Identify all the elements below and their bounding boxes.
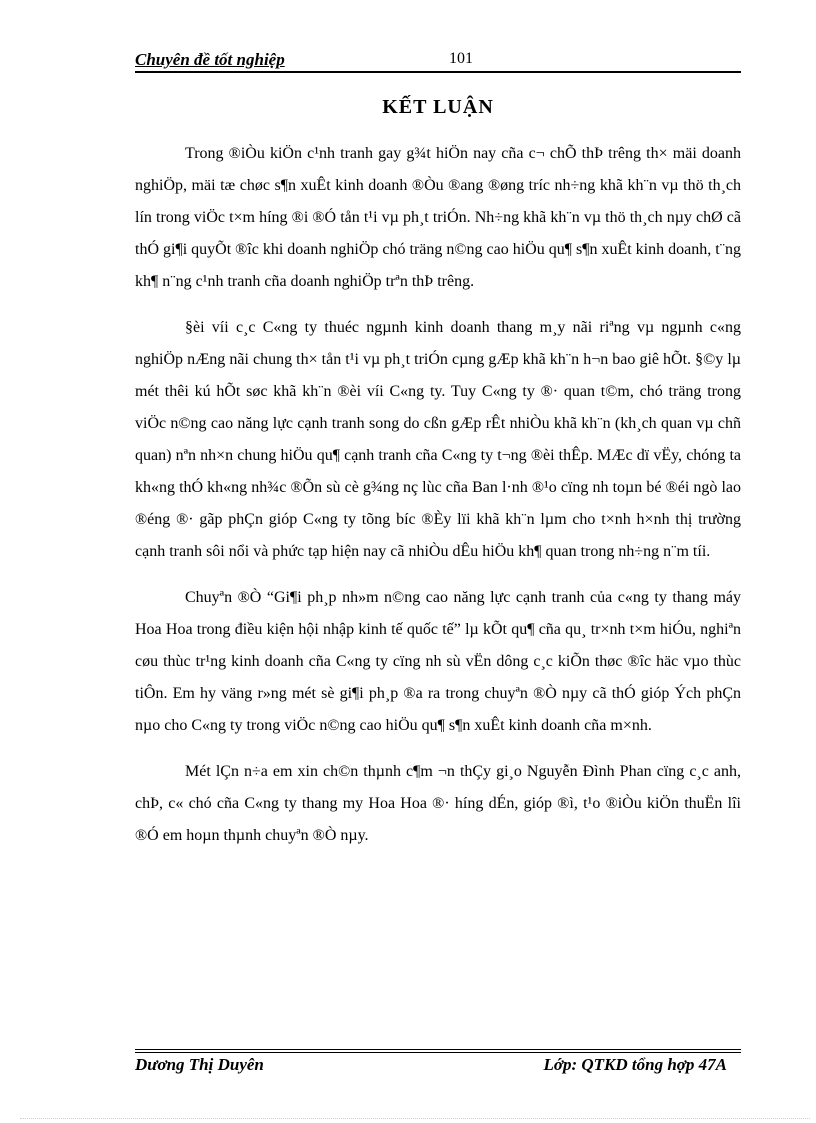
paragraph-2: §èi víi c¸c C«ng ty thuéc ngµnh kinh doanh thang m¸y nãi riªng vµ ngµnh c«ng nghiÖp nÆng nãi chung th× tån t¹i vµ ph¸t triÓn cµng gÆp khã kh¨n h¬n bao giê hÕt. §©y lµ mét thêi kú hÕt søc khã kh¨n ®èi víi C«ng ty. Tuy C«ng ty ®· quan t©m, chó träng trong viÖc n©ng cao năng lực cạnh tranh song do cßn gÆp rÊt nhiÒu khã kh¨n (kh¸ch quan vµ chñ quan) nªn nh×n chung hiÖu qu¶ cạnh tranh cña C«ng ty t¬ng ®èi thÊp. MÆc dï vËy, chóng ta kh«ng thÓ kh«ng nh¾c ®Õn sù cè g¾ng nç lùc cña Ban l·nh ®¹o cïng nh toµn bé ®éi ngò lao ®éng ®· gãp phÇn gióp C«ng ty tõng bíc ®Èy lïi khã kh¨n lµm cho t×nh h×nh thị trường cạnh tranh sôi nổi và phức tạp hiện nay cã nhiÒu dÊu hiÖu kh¶ quan trong nh÷ng n¨m tíi. — [135, 319, 741, 560]
page-footer — [135, 1055, 741, 1079]
page-number: 101 — [449, 50, 473, 67]
footer-author: Dương Thị Duyên — [135, 1055, 264, 1074]
page-edge — [20, 1118, 810, 1119]
footer-rule-double — [135, 1052, 741, 1053]
section-heading: KẾT LUẬN — [382, 96, 494, 118]
footer-class: Lớp: QTKD tổng hợp 47A — [543, 1055, 727, 1074]
paragraph-3: Chuyªn ®Ò “Gi¶i ph¸p nh»m n©ng cao năng lực cạnh tranh của c«ng ty thang máy Hoa Hoa trong điều kiện hội nhập kinh tế quốc tế” lµ kÕt qu¶ cña qu¸ tr×nh t×m hiÓu, nghiªn cøu thùc tr¹ng kinh doanh cña C«ng ty cïng nh sù vËn dông c¸c kiÕn thøc ®îc häc vµo thùc tiÔn. Em hy väng r»ng mét sè gi¶i ph¸p ®a ra trong chuyªn ®Ò nµy cã thÓ gióp Ých phÇn nµo cho C«ng ty trong viÖc n©ng cao hiÖu qu¶ s¶n xuÊt kinh doanh cña m×nh. — [135, 589, 741, 734]
paragraph-4: Mét lÇn n÷a em xin ch©n thµnh c¶m ¬n thÇy gi¸o Nguyễn Đình Phan cïng c¸c anh, chÞ, c« chó cña C«ng ty thang my Hoa Hoa ®· híng dÉn, gióp ®ì, t¹o ®iÒu kiÖn thuËn lîi ®Ó em hoµn thµnh chuyªn ®Ò nµy. — [135, 763, 741, 844]
body-text — [135, 138, 741, 852]
header-title: Chuyên đề tốt nghiệp — [135, 50, 285, 69]
footer-rule — [135, 1049, 741, 1050]
header-rule — [135, 71, 741, 73]
paragraph-1: Trong ®iÒu kiÖn c¹nh tranh gay g¾t hiÖn nay cña c¬ chÕ thÞ trêng th× mäi doanh nghiÖp, mäi tæ chøc s¶n xuÊt kinh doanh ®Òu ®ang ®øng tríc nh÷ng khã kh¨n vµ thö th¸ch lín trong viÖc t×m híng ®i ®Ó tån t¹i vµ ph¸t triÓn. Nh÷ng khã kh¨n vµ thö th¸ch nµy chØ cã thÓ gi¶i quyÕt ®îc khi doanh nghiÖp chó träng n©ng cao hiÖu qu¶ s¶n xuÊt kinh doanh, t¨ng kh¶ n¨ng c¹nh tranh cña doanh nghiÖp trªn thÞ trêng. — [135, 145, 741, 290]
